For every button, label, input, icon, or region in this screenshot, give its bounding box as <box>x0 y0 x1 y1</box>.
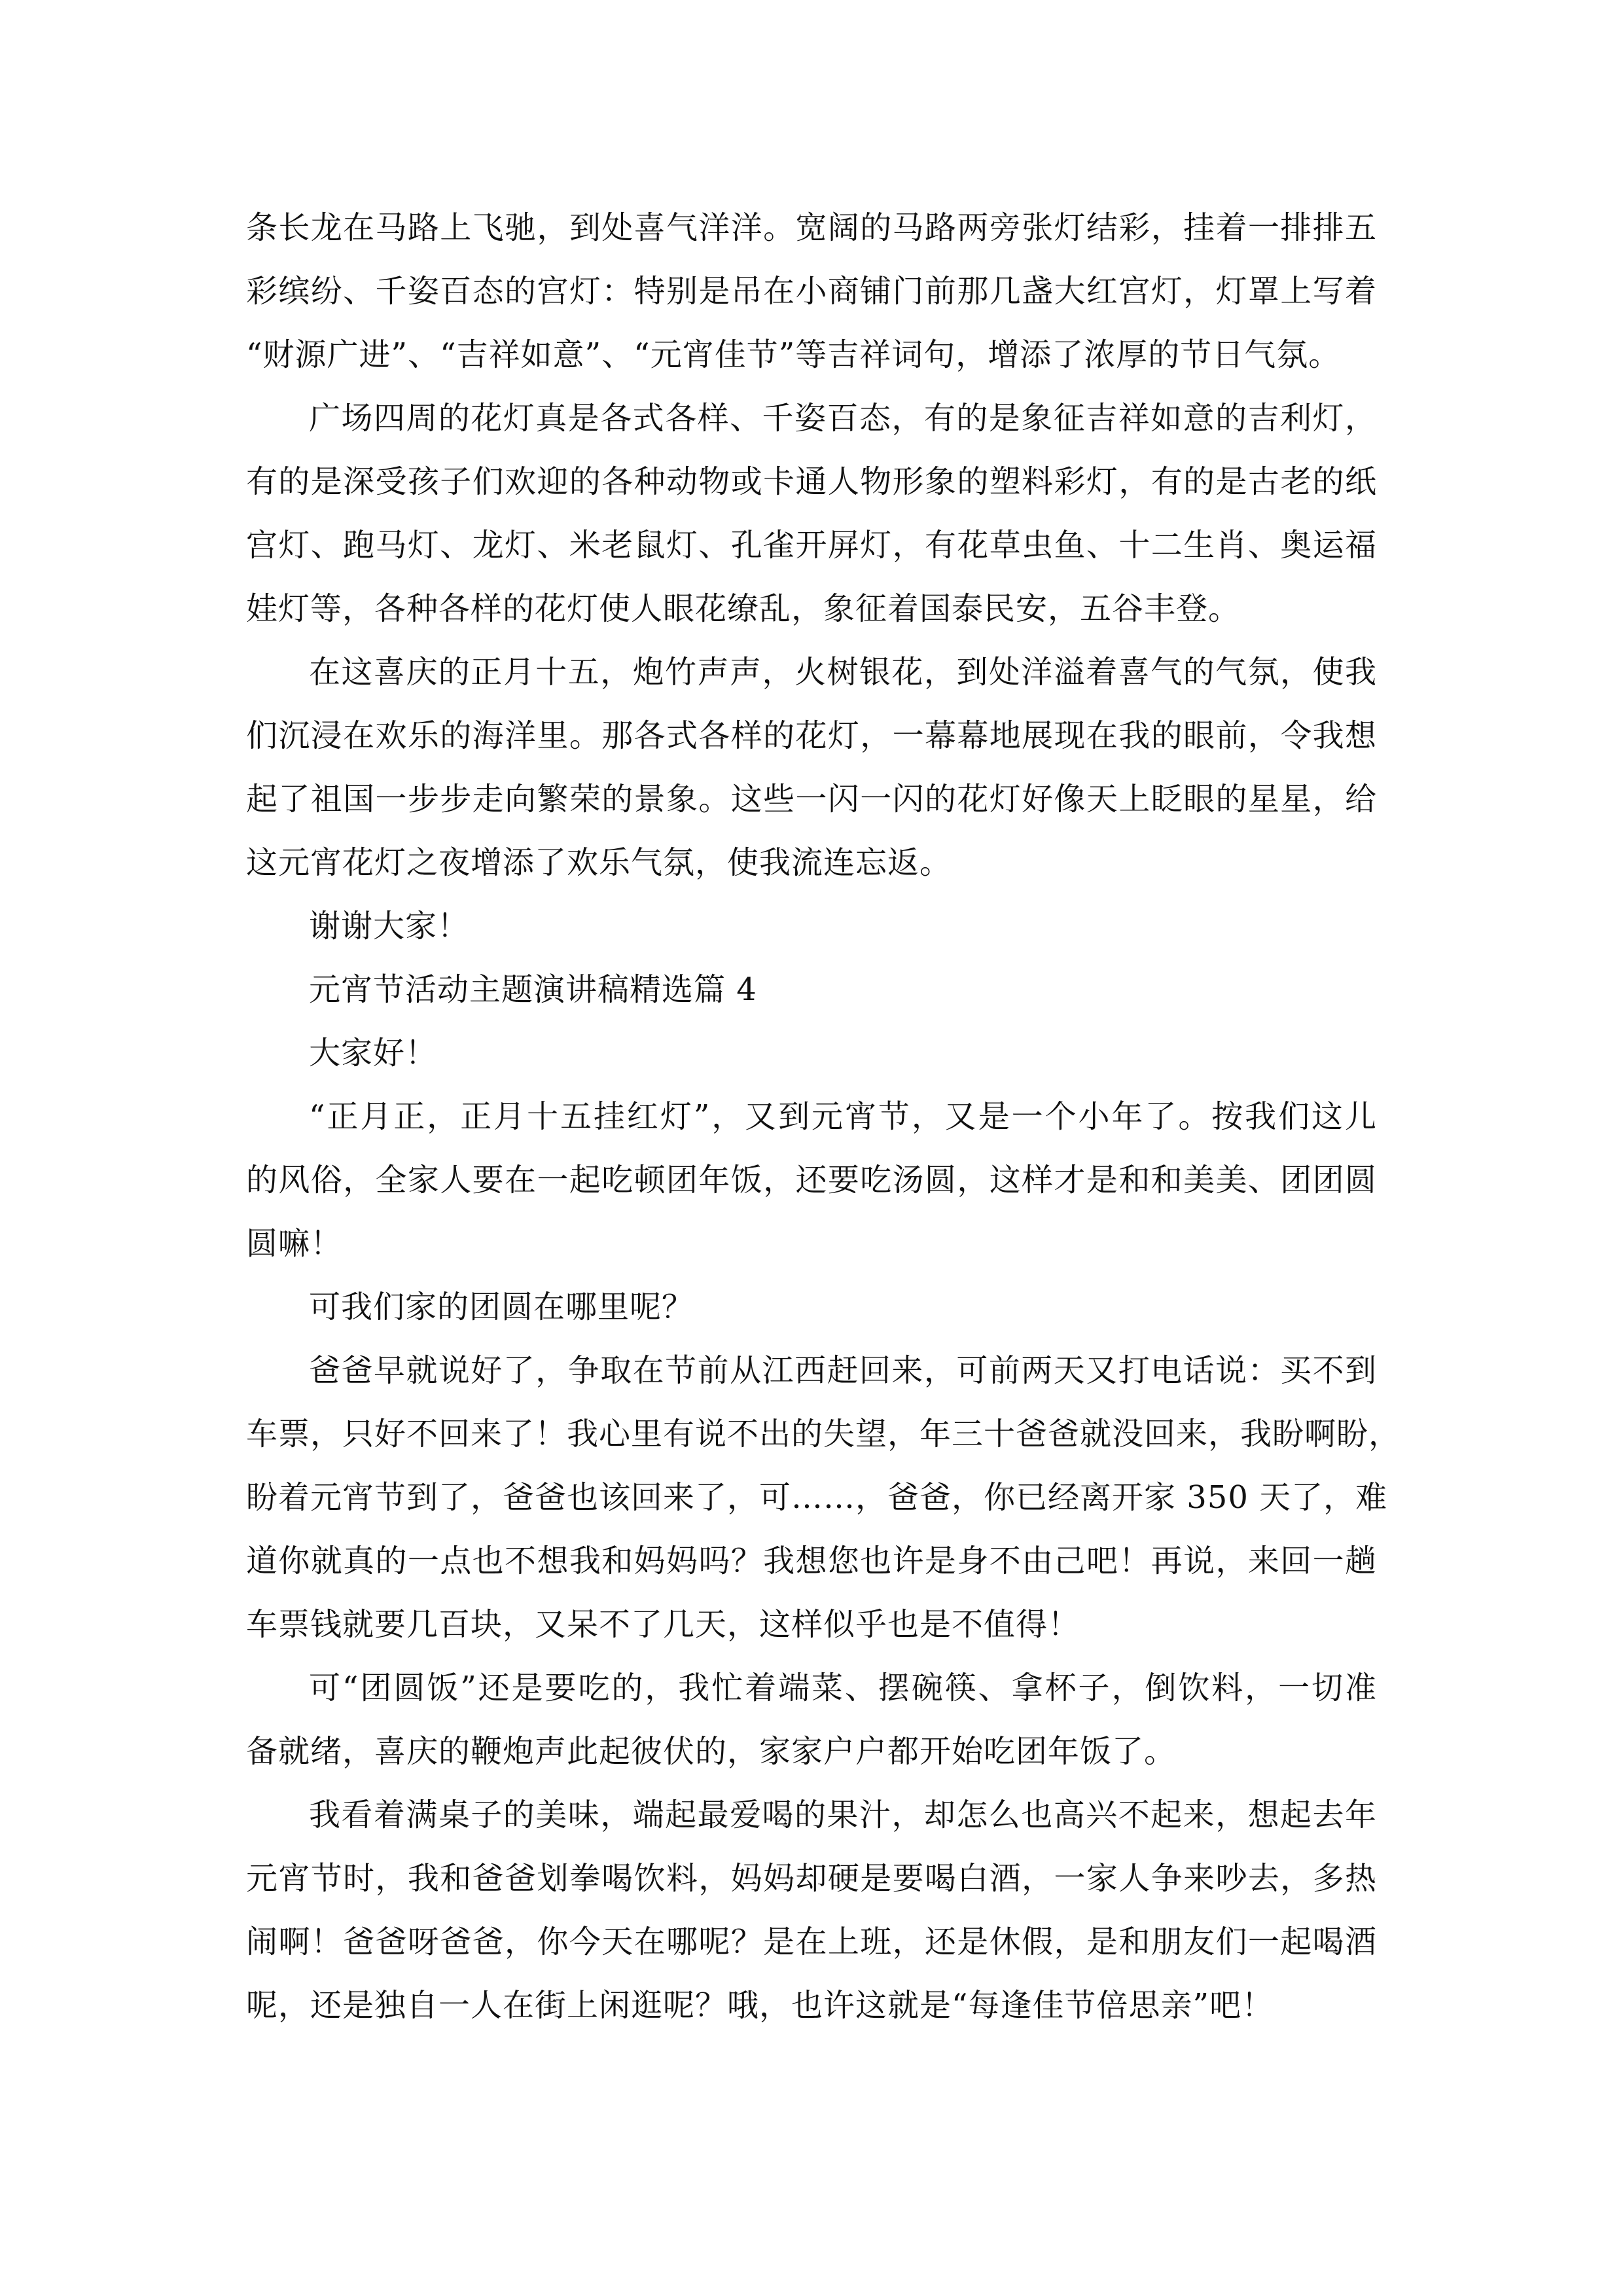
paragraph <box>246 1085 1377 1276</box>
text-line: 闹啊！爸爸呀爸爸，你今天在哪呢？是在上班，还是休假，是和朋友们一起喝酒 <box>246 1924 1377 1960</box>
text-line: 广场四周的花灯真是各式各样、千姿百态，有的是象征吉祥如意的吉利灯， <box>309 400 1377 437</box>
text-line: 元宵节时，我和爸爸划拳喝饮料，妈妈却硬是要喝白酒，一家人争来吵去，多热 <box>246 1860 1377 1897</box>
text-line: 盼着元宵节到了，爸爸也该回来了，可……，爸爸，你已经离开家 350 天了，难 <box>246 1479 1388 1516</box>
text-line: 呢，还是独自一人在街上闲逛呢？哦，也许这就是“每逢佳节倍思亲”吧！ <box>246 1987 1274 2024</box>
text-line: 可我们家的团圆在哪里呢？ <box>309 1289 694 1325</box>
text-line: “正月正，正月十五挂红灯”，又到元宵节，又是一个小年了。按我们这儿 <box>309 1098 1377 1135</box>
paragraph <box>246 641 1377 895</box>
text-line: “财源广进”、“吉祥如意”、“元宵佳节”等吉祥词句，增添了浓厚的节日气氛。 <box>246 336 1341 373</box>
paragraph <box>246 1276 1377 1339</box>
text-line: 有的是深受孩子们欢迎的各种动物或卡通人物形象的塑料彩灯，有的是古老的纸 <box>246 463 1377 500</box>
text-line: 道你就真的一点也不想我和妈妈吗？我想您也许是身不由己吧！再说，来回一趟 <box>246 1543 1377 1579</box>
text-line: 娃灯等，各种各样的花灯使人眼花缭乱，象征着国泰民安，五谷丰登。 <box>246 590 1241 627</box>
text-line: 彩缤纷、千姿百态的宫灯：特别是吊在小商铺门前那几盏大红宫灯，灯罩上写着 <box>246 273 1377 310</box>
document-body <box>246 196 1401 2037</box>
text-line: 爸爸早就说好了，争取在节前从江西赶回来，可前两天又打电话说：买不到 <box>309 1352 1377 1389</box>
text-line: 车票，只好不回来了！我心里有说不出的失望，年三十爸爸就没回来，我盼啊盼， <box>246 1416 1401 1452</box>
paragraph <box>246 1784 1377 2037</box>
text-line: 元宵节活动主题演讲稿精选篇 4 <box>309 971 757 1008</box>
paragraph <box>246 387 1377 641</box>
text-line: 在这喜庆的正月十五，炮竹声声，火树银花，到处洋溢着喜气的气氛，使我 <box>309 654 1377 691</box>
text-line: 谢谢大家！ <box>309 908 470 944</box>
paragraph <box>246 1339 1401 1657</box>
text-line: 宫灯、跑马灯、龙灯、米老鼠灯、孔雀开屏灯，有花草虫鱼、十二生肖、奥运福 <box>246 527 1377 564</box>
text-line: 的风俗，全家人要在一起吃顿团年饭，还要吃汤圆，这样才是和和美美、团团圆 <box>246 1162 1377 1198</box>
text-line: 们沉浸在欢乐的海洋里。那各式各样的花灯，一幕幕地展现在我的眼前，令我想 <box>246 717 1377 754</box>
text-line: 可“团圆饭”还是要吃的，我忙着端菜、摆碗筷、拿杯子，倒饮料，一切准 <box>309 1670 1377 1706</box>
paragraph <box>246 1022 1377 1085</box>
text-line: 我看着满桌子的美味，端起最爱喝的果汁，却怎么也高兴不起来，想起去年 <box>309 1797 1377 1833</box>
text-line: 备就绪，喜庆的鞭炮声此起彼伏的，家家户户都开始吃团年饭了。 <box>246 1733 1177 1770</box>
text-line: 起了祖国一步步走向繁荣的景象。这些一闪一闪的花灯好像天上眨眼的星星，给 <box>246 781 1377 817</box>
text-line: 大家好！ <box>309 1035 438 1071</box>
text-line: 这元宵花灯之夜增添了欢乐气氛，使我流连忘返。 <box>246 844 952 881</box>
text-line: 圆嘛！ <box>246 1225 343 1262</box>
paragraph <box>246 1657 1377 1784</box>
text-line: 条长龙在马路上飞驰，到处喜气洋洋。宽阔的马路两旁张灯结彩，挂着一排排五 <box>246 209 1377 246</box>
text-line: 车票钱就要几百块，又呆不了几天，这样似乎也是不值得！ <box>246 1606 1080 1643</box>
paragraph <box>246 196 1377 387</box>
paragraph <box>246 958 1377 1022</box>
paragraph <box>246 895 1377 958</box>
